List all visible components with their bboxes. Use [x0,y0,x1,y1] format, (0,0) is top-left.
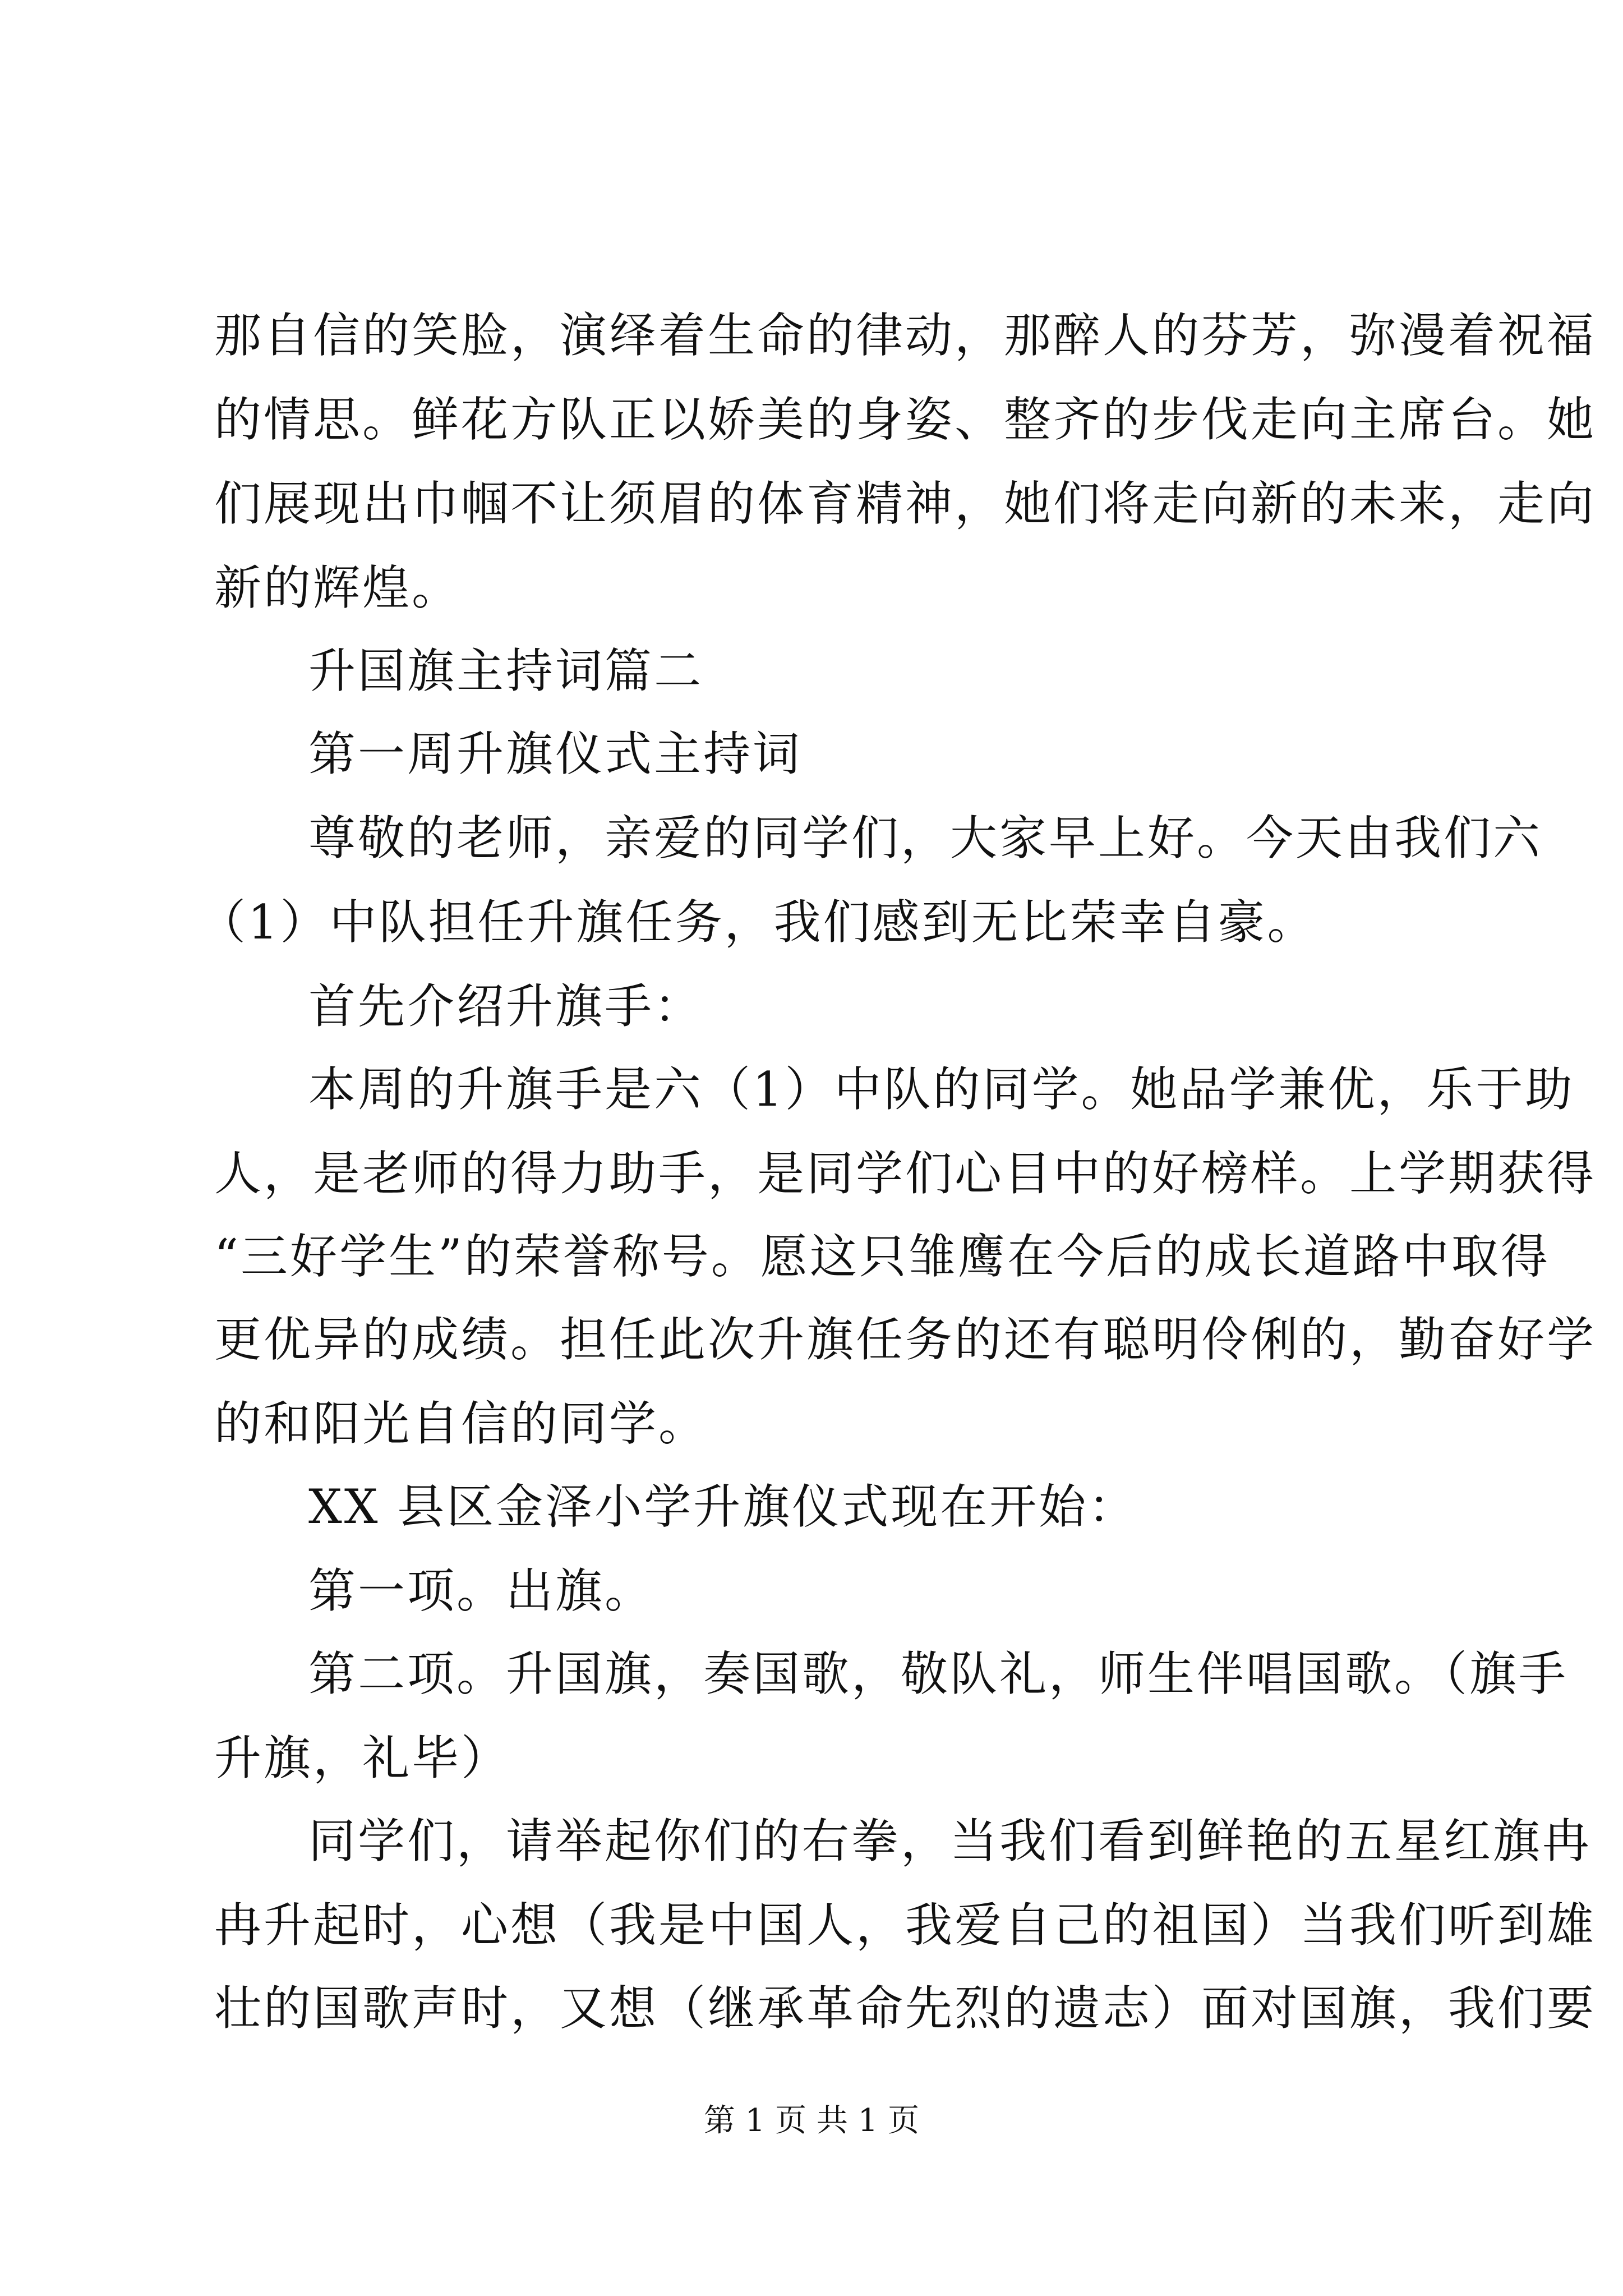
paragraph-line: 更优异的成绩。担任此次升旗任务的还有聪明伶俐的，勤奋好学 [214,1312,1597,1367]
section-heading: 升国旗主持词篇二 [308,643,704,698]
section-subheading: 第一周升旗仪式主持词 [308,726,803,781]
paragraph-line: 第一项。出旗。 [308,1563,654,1618]
paragraph-line: XX 县区金泽小学升旗仪式现在开始： [308,1479,1138,1534]
paragraph-line: 本周的升旗手是六（1）中队的同学。她品学兼优，乐于助 [308,1062,1575,1117]
paragraph-line: 的情思。鲜花方队正以娇美的身姿、整齐的步伐走向主席台。她 [214,392,1597,447]
paragraph-line: 人，是老师的得力助手，是同学们心目中的好榜样。上学期获得 [214,1146,1597,1201]
paragraph-line: 冉升起时，心想（我是中国人，我爱自己的祖国）当我们听到雄 [214,1898,1597,1953]
paragraph-line: 升旗，礼毕） [214,1731,511,1786]
paragraph-line: 首先介绍升旗手： [308,979,704,1034]
page-number-footer: 第 1 页 共 1 页 [703,2102,920,2139]
paragraph-line: “三好学生”的荣誉称号。愿这只雏鹰在今后的成长道路中取得 [214,1229,1550,1284]
paragraph-line: 第二项。升国旗，奏国歌，敬队礼，师生伴唱国歌。（旗手 [308,1646,1569,1701]
paragraph-line: 的和阳光自信的同学。 [214,1396,708,1451]
paragraph-line: 们展现出巾帼不让须眉的体育精神，她们将走向新的未来，走向 [214,476,1597,531]
paragraph-line: 壮的国歌声时，又想（继承革命先烈的遗志）面对国旗，我们要 [214,1981,1597,2036]
paragraph-line: 同学们，请举起你们的右拳，当我们看到鲜艳的五星红旗冉 [308,1814,1592,1869]
paragraph-line: 新的辉煌。 [214,560,462,615]
paragraph-line: （1）中队担任升旗任务，我们感到无比荣幸自豪。 [199,895,1317,950]
paragraph-line: 尊敬的老师，亲爱的同学们，大家早上好。今天由我们六 [308,811,1543,866]
paragraph-line: 那自信的笑脸，演绎着生命的律动，那醉人的芬芳，弥漫着祝福 [214,308,1597,363]
